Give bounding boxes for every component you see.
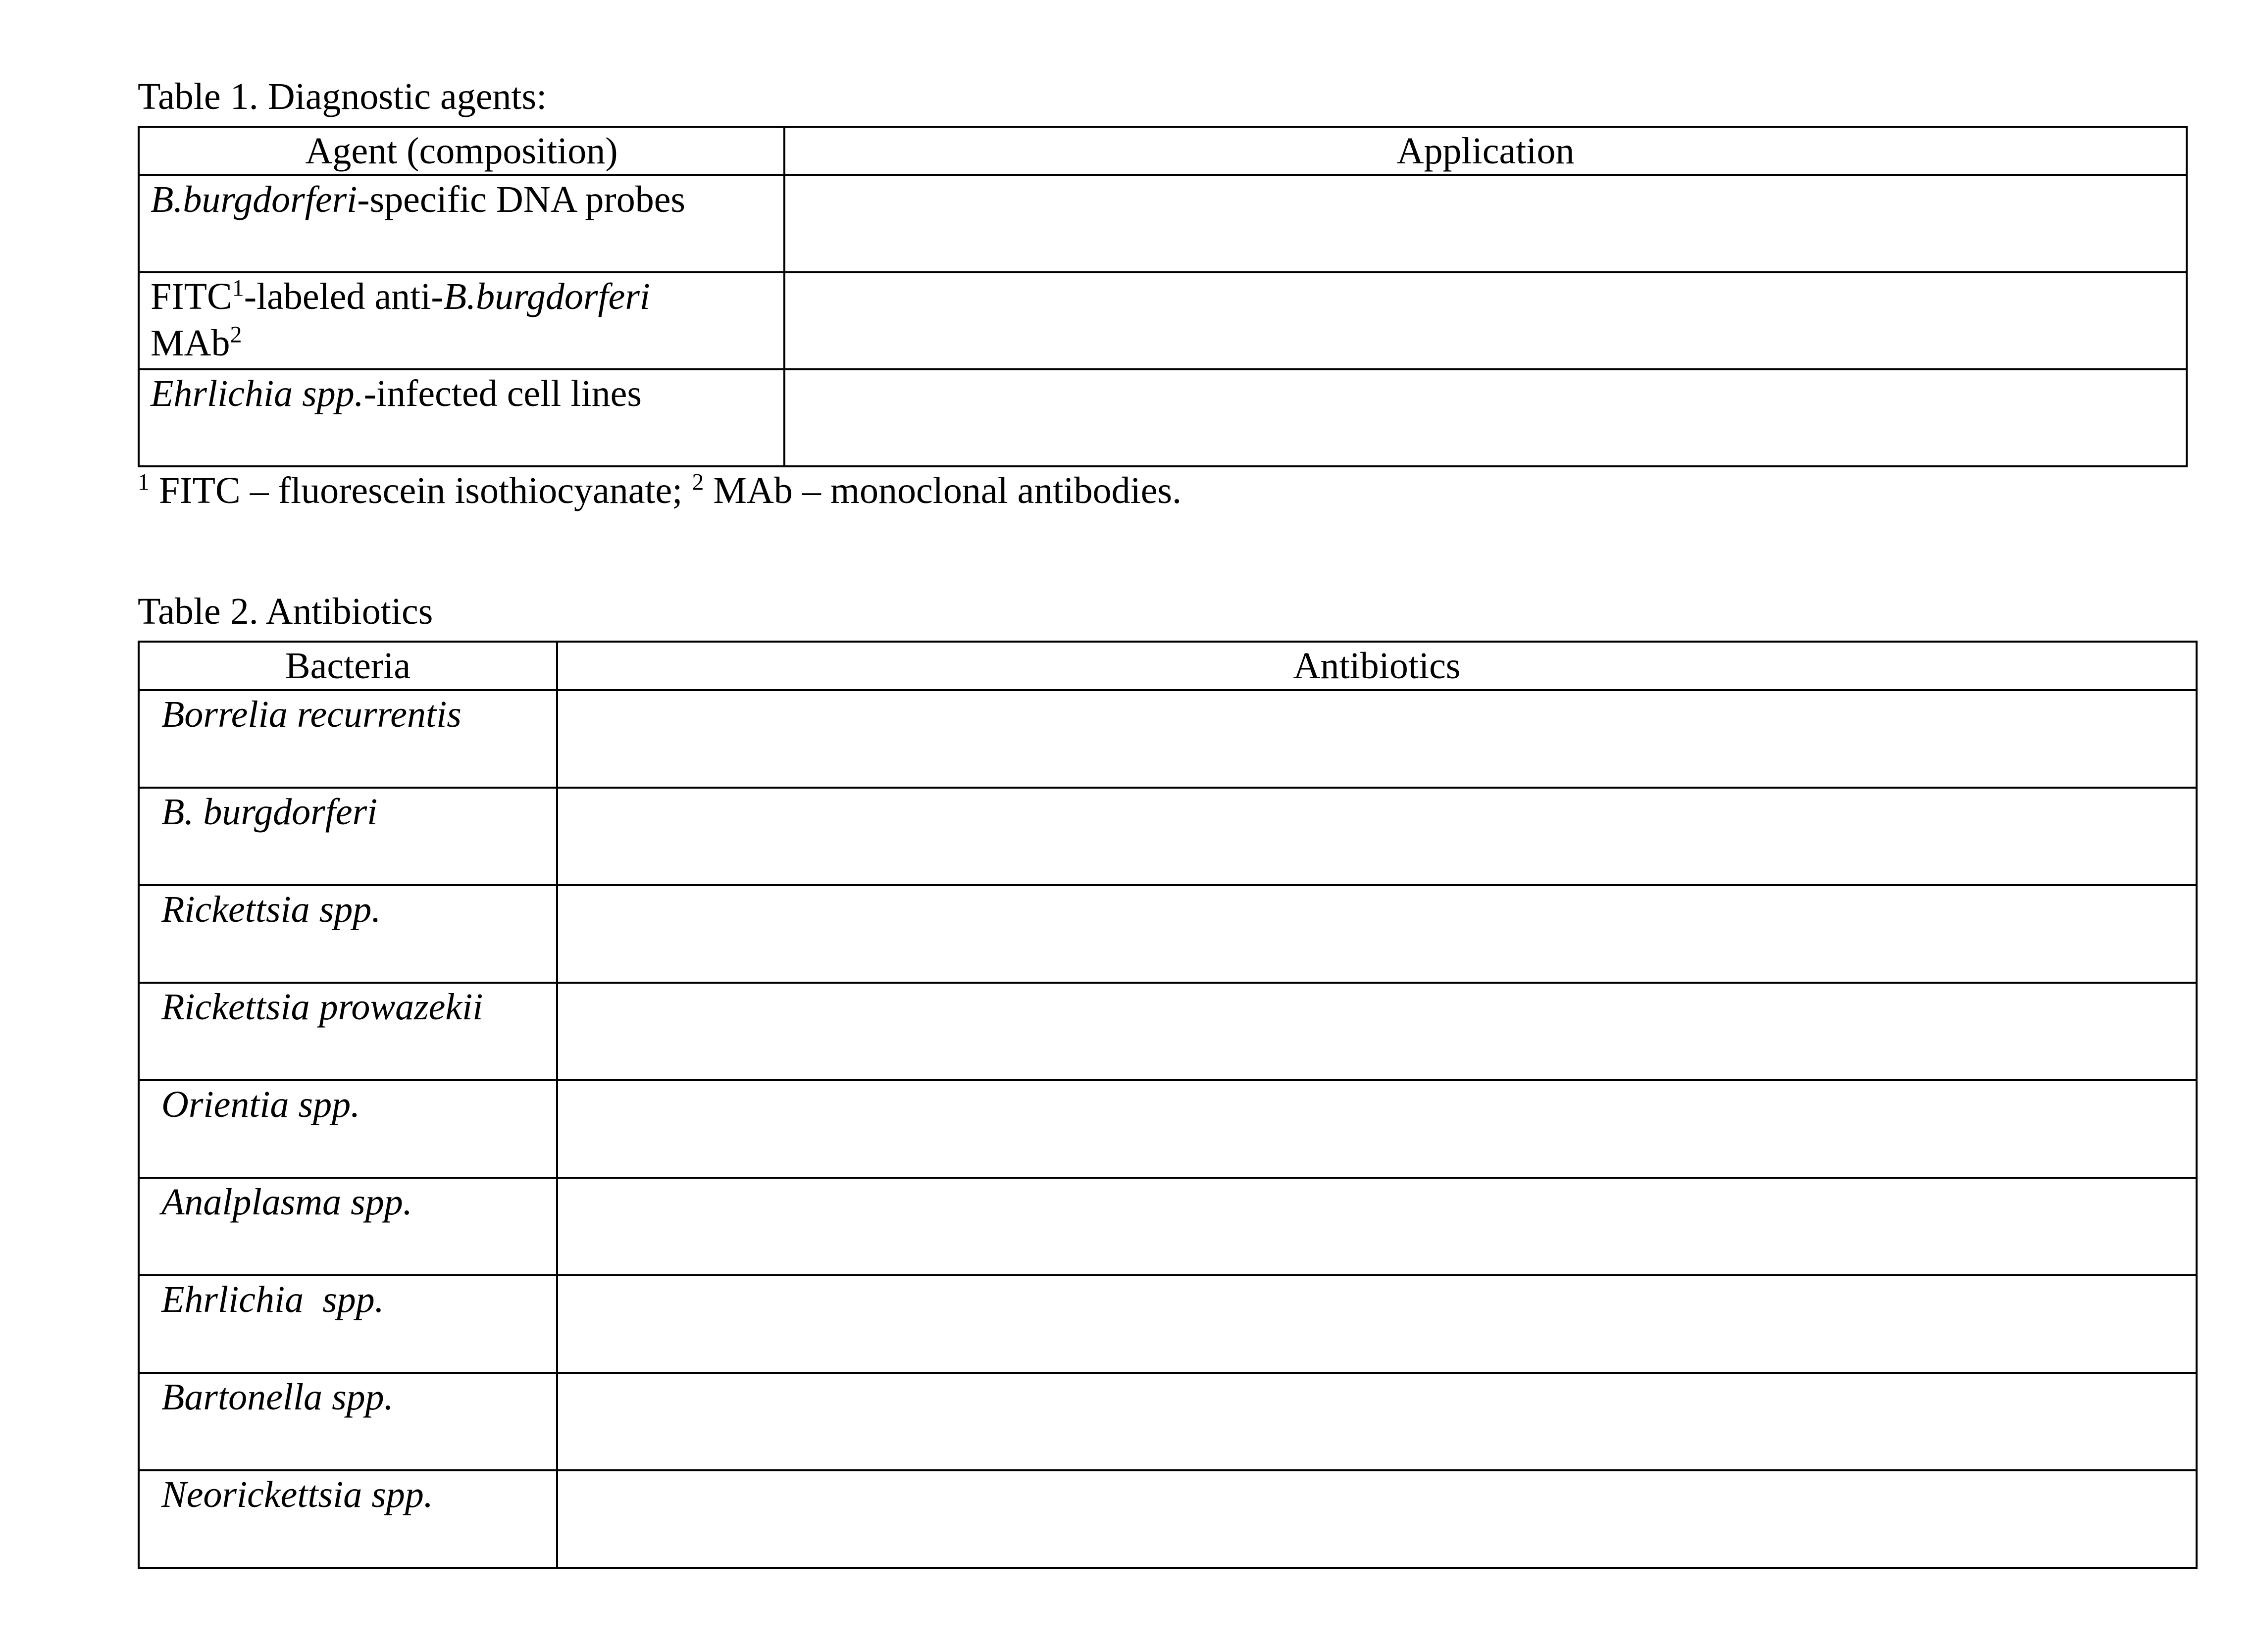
table-row [139,1178,2197,1275]
bacteria-cell: Neorickettsia spp. [139,1470,557,1568]
antibiotics-input-cell[interactable] [557,1275,2197,1373]
footnote-marker: 2 [230,321,242,348]
column-header-agent: Agent (composition) [139,127,784,175]
table-row [139,369,2187,466]
table-row [139,690,2197,788]
table2-caption: Table 2. Antibiotics [138,591,433,632]
antibiotics-input-cell[interactable] [557,1080,2197,1178]
bacteria-cell: Rickettsia prowazekii [139,983,557,1080]
table-header-row [139,642,2197,690]
bacteria-cell: Bartonella spp. [139,1373,557,1470]
antibiotics-input-cell[interactable] [557,788,2197,885]
antibiotics-input-cell[interactable] [557,690,2197,788]
diagnostic-agents-table [138,126,2188,467]
footnote-text: FITC – fluorescein isothiocyanate; [150,470,692,511]
agent-description: -labeled anti- [244,276,444,317]
table1-caption: Table 1. Diagnostic agents: [138,76,547,117]
footnote-marker: 2 [692,469,704,496]
bacteria-cell: Borrelia recurrentis [139,690,557,788]
table-row [139,1275,2197,1373]
antibiotics-input-cell[interactable] [557,1470,2197,1568]
table-row [139,885,2197,983]
bacteria-cell: Ehrlichia spp. [139,1275,557,1373]
column-header-application: Application [784,127,2187,175]
footnote-text: MAb – monoclonal antibodies. [704,470,1182,511]
column-header-antibiotics: Antibiotics [557,642,2197,690]
antibiotics-table [138,641,2198,1569]
table-row [139,1080,2197,1178]
agent-cell [139,272,784,369]
agent-organism: Ehrlichia spp. [151,373,364,414]
table-row [139,788,2197,885]
agent-organism: B.burgdorferi [443,276,651,317]
bacteria-cell: Orientia spp. [139,1080,557,1178]
antibiotics-input-cell[interactable] [557,1373,2197,1470]
table-row [139,272,2187,369]
agent-prefix: FITC [151,276,232,317]
table1-footnote [138,469,1181,512]
antibiotics-input-cell[interactable] [557,983,2197,1080]
table-row [139,1373,2197,1470]
table-row [139,1470,2197,1568]
footnote-marker: 1 [138,469,150,496]
antibiotics-input-cell[interactable] [557,885,2197,983]
application-input-cell[interactable] [784,369,2187,466]
bacteria-cell: Rickettsia spp. [139,885,557,983]
table-row [139,175,2187,272]
agent-cell [139,369,784,466]
agent-description: -specific DNA probes [357,179,685,220]
agent-suffix: MAb [151,322,230,364]
column-header-bacteria: Bacteria [139,642,557,690]
agent-organism: B.burgdorferi [151,179,358,220]
antibiotics-input-cell[interactable] [557,1178,2197,1275]
bacteria-cell: Analplasma spp. [139,1178,557,1275]
application-input-cell[interactable] [784,175,2187,272]
application-input-cell[interactable] [784,272,2187,369]
bacteria-cell: B. burgdorferi [139,788,557,885]
footnote-marker: 1 [232,275,244,301]
agent-cell [139,175,784,272]
table-row [139,983,2197,1080]
table-header-row [139,127,2187,175]
agent-description: -infected cell lines [363,373,642,414]
